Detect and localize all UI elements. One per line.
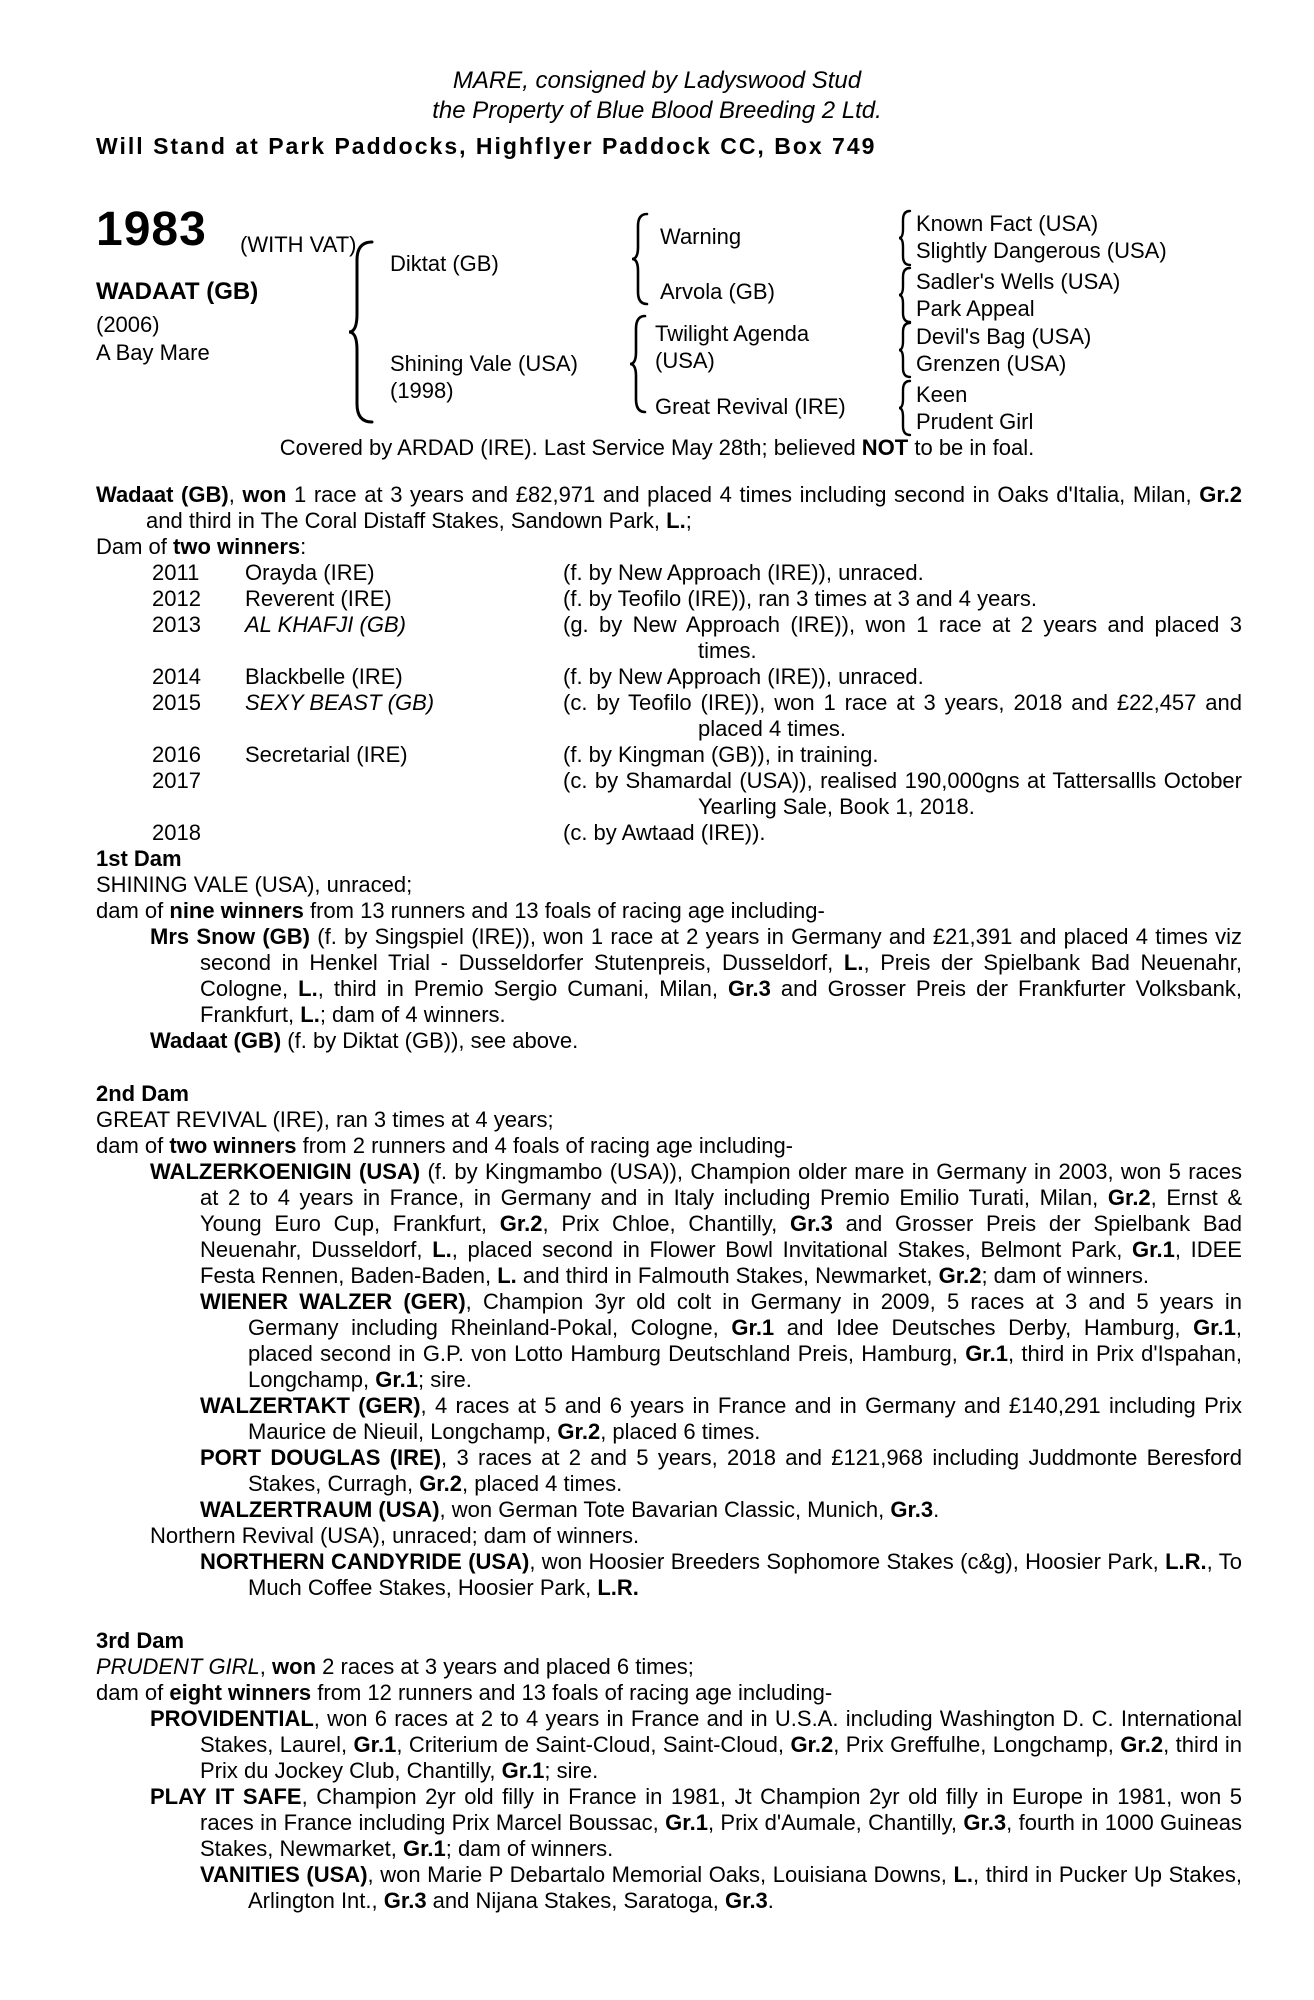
- great-grandparent-name: Known Fact (USA): [916, 211, 1099, 236]
- dam-year: (1998): [390, 378, 454, 403]
- grandparent-name: Great Revival (IRE): [655, 394, 846, 419]
- text-segment: , placed second in G.P. von Lotto Hamburg Deutschland Preis, Hamburg,: [248, 1315, 1242, 1366]
- text-segment: and third in Falmouth Stakes, Newmarket,: [516, 1263, 939, 1288]
- great-grandparent-pair: [916, 323, 1091, 377]
- text-segment: L.: [497, 1263, 517, 1288]
- progeny-year: 2017: [152, 768, 201, 793]
- text-segment: L.R.: [1165, 1549, 1207, 1574]
- grandsire-cell: [655, 320, 809, 374]
- text-segment: , Champion 3yr old colt in Germany in 2009, 5 races at 3 and 5 years in Germany including Rheinland-Pokal, Cologne,: [248, 1289, 1242, 1340]
- text-segment: , third in Premio Sergio Cumani, Milan,: [317, 976, 728, 1001]
- text-segment: Northern Revival (USA), unraced; dam of winners.: [150, 1523, 640, 1548]
- pedigree-paragraph: [96, 1445, 1242, 1497]
- pedigree-paragraph: [96, 1862, 1242, 1914]
- text-segment: ; dam of winners.: [981, 1263, 1149, 1288]
- text-segment: and Grosser Preis der Spielbank Bad Neuenahr, Dusseldorf,: [200, 1211, 1242, 1262]
- pedigree-paragraph: [96, 1159, 1242, 1289]
- text-segment: ;: [685, 508, 692, 533]
- text-segment: VANITIES (USA): [200, 1862, 368, 1887]
- text-segment: , placed second in Flower Bowl Invitational Stakes, Belmont Park,: [451, 1237, 1133, 1262]
- progeny-desc: (g. by New Approach (IRE)), won 1 race at 2 years and placed 3 times.: [563, 612, 1242, 663]
- text-segment: Gr.2: [1120, 1732, 1164, 1757]
- progeny-desc: (c. by Teofilo (IRE)), won 1 race at 3 years, 2018 and £22,457 and placed 4 times.: [563, 690, 1242, 741]
- lot-number: 1983: [96, 203, 207, 256]
- text-segment: dam of: [96, 1680, 170, 1705]
- text-segment: WALZERTAKT (GER): [200, 1393, 421, 1418]
- text-segment: won: [242, 482, 287, 507]
- text-segment: , third in Prix du Jockey Club, Chantilly,: [200, 1732, 1242, 1783]
- text-segment: .: [767, 1888, 774, 1913]
- pedigree-paragraph: [96, 1784, 1242, 1862]
- text-segment: Gr.2: [419, 1471, 462, 1496]
- text-segment: Gr.1: [375, 1367, 419, 1392]
- body-blocks: [96, 482, 1242, 1914]
- text-segment: and Idee Deutsches Derby, Hamburg,: [774, 1315, 1194, 1340]
- progeny-row: [96, 560, 1242, 586]
- great-grandparent-pair: [916, 210, 1167, 264]
- pedigree-paragraph: [96, 898, 1242, 924]
- text-segment: , third in Prix d'Ispahan, Longchamp,: [248, 1341, 1242, 1392]
- dam-section-heading: 3rd Dam: [96, 1628, 185, 1653]
- great-grandparent-pair: [916, 268, 1120, 322]
- grandparent-name-line2: (USA): [655, 348, 715, 373]
- pedigree-paragraph: [96, 1133, 1242, 1159]
- pedigree-paragraph: [96, 482, 1242, 534]
- progeny-year: 2015: [152, 690, 201, 715]
- text-segment: PORT DOUGLAS (IRE): [200, 1445, 442, 1470]
- text-segment: NORTHERN CANDYRIDE (USA): [200, 1549, 530, 1574]
- text-segment: GREAT REVIVAL (IRE), ran 3 times at 4 years;: [96, 1107, 554, 1132]
- text-segment: Gr.2: [557, 1419, 601, 1444]
- progeny-name: Orayda (IRE): [245, 560, 375, 585]
- text-segment: L.R.: [597, 1575, 639, 1600]
- great-grandparent-name: Devil's Bag (USA): [916, 324, 1092, 349]
- text-segment: 2 races at 3 years and placed 6 times;: [316, 1654, 694, 1679]
- text-segment: ; sire.: [418, 1367, 472, 1392]
- progeny-desc: (f. by New Approach (IRE)), unraced.: [563, 560, 924, 585]
- text-segment: , won 6 races at 2 to 4 years in France and in U.S.A. including Washington D. C. International Stakes, Laurel,: [200, 1706, 1242, 1757]
- text-segment: Wadaat (GB): [96, 482, 229, 507]
- dam-section-heading: 1st Dam: [96, 846, 182, 871]
- progeny-year: 2014: [152, 664, 201, 689]
- text-segment: PROVIDENTIAL: [150, 1706, 314, 1731]
- pedigree-brace: [346, 240, 374, 426]
- text-segment: , third in Pucker Up Stakes, Arlington Int.,: [248, 1862, 1243, 1913]
- text-segment: and Grosser Preis der Frankfurter Volksbank, Frankfurt,: [200, 976, 1242, 1027]
- text-segment: , Preis der Spielbank Bad Neuenahr, Cologne,: [200, 950, 1242, 1001]
- pedigree-brace: [897, 379, 912, 437]
- progeny-name: Reverent (IRE): [245, 586, 392, 611]
- text-segment: Gr.2: [790, 1732, 834, 1757]
- sire-name: Diktat (GB): [390, 251, 499, 276]
- color-and-sex: A Bay Mare: [96, 340, 210, 365]
- text-segment: , 3 races at 2 and 5 years, 2018 and £121,968 including Juddmonte Beresford Stakes, Curragh,: [248, 1445, 1242, 1496]
- text-segment: Gr.2: [1199, 482, 1243, 507]
- progeny-row: [96, 742, 1242, 768]
- pedigree-paragraph: [96, 1549, 1242, 1601]
- dam-section-heading: 2nd Dam: [96, 1081, 189, 1106]
- text-segment: , won German Tote Bavarian Classic, Munich,: [439, 1497, 891, 1522]
- sire-cell: [390, 250, 499, 277]
- text-segment: WALZERTRAUM (USA): [200, 1497, 440, 1522]
- consignor-line-2: the Property of Blue Blood Breeding 2 Ltd.: [432, 97, 882, 124]
- grandparent-name: Twilight Agenda: [655, 321, 810, 346]
- text-segment: L.: [298, 976, 318, 1001]
- pedigree-brace: [897, 266, 912, 324]
- horse-name: WADAAT (GB): [96, 278, 259, 305]
- text-segment: ; dam of 4 winners.: [319, 1002, 506, 1027]
- text-segment: two winners: [173, 534, 301, 559]
- pedigree-brace: [897, 209, 912, 267]
- text-segment: Gr.2: [1107, 1185, 1151, 1210]
- consignor-line-1: MARE, consigned by Ladyswood Stud: [452, 67, 862, 94]
- progeny-name: AL KHAFJI (GB): [245, 612, 406, 637]
- text-segment: from 12 runners and 13 foals of racing age including-: [311, 1680, 833, 1705]
- text-segment: Gr.1: [1193, 1315, 1236, 1340]
- text-segment: , Prix d'Aumale, Chantilly,: [707, 1810, 964, 1835]
- progeny-name: SEXY BEAST (GB): [245, 690, 435, 715]
- text-segment: Gr.1: [402, 1836, 446, 1861]
- text-segment: WIENER WALZER (GER): [200, 1289, 466, 1314]
- text-segment: Mrs Snow (GB): [150, 924, 311, 949]
- covered-line: [0, 434, 1314, 461]
- text-segment: SHINING VALE (USA), unraced;: [96, 872, 413, 897]
- progeny-row: [96, 768, 1242, 820]
- text-segment: PRUDENT GIRL: [96, 1654, 260, 1679]
- granddam-cell: [655, 393, 846, 420]
- text-segment: , 4 races at 5 and 6 years in France and in Germany and £140,291 including Prix Maurice de Nieuil, Longchamp,: [248, 1393, 1242, 1444]
- pedigree-paragraph: [96, 1107, 1242, 1133]
- text-segment: L.: [300, 1002, 320, 1027]
- progeny-year: 2016: [152, 742, 201, 767]
- text-segment: , fourth in 1000 Guineas Stakes, Newmarket,: [200, 1810, 1242, 1861]
- text-segment: , won Hoosier Breeders Sophomore Stakes (c&g), Hoosier Park,: [529, 1549, 1166, 1574]
- pedigree-paragraph: [96, 1028, 1242, 1054]
- text-segment: , To Much Coffee Stakes, Hoosier Park,: [248, 1549, 1243, 1600]
- foaling-year: (2006): [96, 312, 160, 337]
- pedigree-paragraph: [96, 1289, 1242, 1393]
- text-segment: dam of: [96, 898, 170, 923]
- text-segment: , Prix Greffulhe, Longchamp,: [833, 1732, 1121, 1757]
- text-segment: Gr.3: [890, 1497, 934, 1522]
- text-segment: Covered by ARDAD (IRE). Last Service May 28th; believed: [279, 435, 862, 460]
- text-segment: L.: [432, 1237, 452, 1262]
- text-segment: Gr.3: [790, 1211, 833, 1236]
- pedigree-paragraph: [96, 1523, 1242, 1549]
- dam-cell: [390, 350, 578, 404]
- text-segment: Wadaat (GB): [150, 1028, 282, 1053]
- text-segment: L.: [953, 1862, 974, 1887]
- text-segment: and third in The Coral Distaff Stakes, Sandown Park,: [146, 508, 667, 533]
- text-segment: ; dam of winners.: [445, 1836, 614, 1861]
- text-segment: Gr.1: [501, 1758, 545, 1783]
- text-segment: ,: [228, 482, 243, 507]
- text-segment: :: [300, 534, 307, 559]
- great-grandparent-name: Park Appeal: [916, 296, 1035, 321]
- progeny-row: [96, 690, 1242, 742]
- text-segment: , placed 4 times.: [462, 1471, 623, 1496]
- text-segment: L.: [666, 508, 686, 533]
- text-segment: Gr.3: [963, 1810, 1007, 1835]
- pedigree-paragraph: [96, 534, 1242, 560]
- text-segment: , Criterium de Saint-Cloud, Saint-Cloud,: [396, 1732, 791, 1757]
- pedigree-brace: [897, 321, 912, 379]
- progeny-name: Secretarial (IRE): [245, 742, 408, 767]
- text-segment: to be in foal.: [908, 435, 1035, 460]
- grandparent-name: Warning: [660, 224, 742, 249]
- text-segment: , Champion 2yr old filly in France in 1981, Jt Champion 2yr old filly in Europe in 1981, won 5 races in France including Prix Marcel Boussac,: [200, 1784, 1242, 1835]
- progeny-desc: (c. by Shamardal (USA)), realised 190,000gns at Tattersallls October Yearling Sale, Book 1, 2018.: [563, 768, 1242, 819]
- text-segment: two winners: [169, 1133, 297, 1158]
- great-grandparent-name: Prudent Girl: [916, 409, 1034, 434]
- text-segment: .: [933, 1497, 940, 1522]
- text-segment: ,: [259, 1654, 273, 1679]
- text-segment: L.: [843, 950, 864, 975]
- great-grandparent-name: Grenzen (USA): [916, 351, 1067, 376]
- pedigree-paragraph: [96, 1497, 1242, 1523]
- text-segment: Gr.1: [665, 1810, 708, 1835]
- pedigree-paragraph: [96, 1706, 1242, 1784]
- progeny-year: 2018: [152, 820, 201, 845]
- great-grandparent-name: Sadler's Wells (USA): [916, 269, 1121, 294]
- pedigree-brace: [628, 314, 648, 414]
- text-segment: Gr.3: [383, 1888, 427, 1913]
- text-segment: ; sire.: [544, 1758, 599, 1783]
- text-segment: Gr.3: [724, 1888, 768, 1913]
- text-segment: Gr.3: [728, 976, 771, 1001]
- progeny-list: [96, 560, 1242, 846]
- progeny-desc: (f. by Teofilo (IRE)), ran 3 times at 3 and 4 years.: [563, 586, 1038, 611]
- progeny-year: 2011: [152, 560, 200, 585]
- progeny-desc: (f. by Kingman (GB)), in training.: [563, 742, 879, 767]
- granddam-cell: [660, 278, 775, 305]
- text-segment: Gr.1: [353, 1732, 397, 1757]
- pedigree-brace: [630, 212, 650, 306]
- text-segment: and Nijana Stakes, Saratoga,: [426, 1888, 725, 1913]
- dam-name: Shining Vale (USA): [390, 351, 578, 376]
- pedigree-paragraph: [96, 872, 1242, 898]
- progeny-row: [96, 820, 1242, 846]
- progeny-desc: (f. by New Approach (IRE)), unraced.: [563, 664, 924, 689]
- text-segment: eight winners: [169, 1680, 312, 1705]
- progeny-year: 2012: [152, 586, 201, 611]
- text-segment: Gr.1: [1132, 1237, 1175, 1262]
- text-segment: Dam of: [96, 534, 174, 559]
- text-segment: (f. by Diktat (GB)), see above.: [281, 1028, 579, 1053]
- text-segment: dam of: [96, 1133, 170, 1158]
- text-segment: PLAY IT SAFE: [150, 1784, 302, 1809]
- progeny-desc: (c. by Awtaad (IRE)).: [563, 820, 766, 845]
- text-segment: (f. by Kingmambo (USA)), Champion older mare in Germany in 2003, won 5 races at 2 to 4 years in France, in Germany and in Italy including Premio Emilio Turati, Milan,: [200, 1159, 1242, 1210]
- text-segment: (f. by Singspiel (IRE)), won 1 race at 2 years in Germany and £21,391 and placed 4 times viz second in Henkel Trial - Dusseldorfer Stutenpreis, Dusseldorf,: [200, 924, 1243, 975]
- text-segment: from 13 runners and 13 foals of racing age including-: [303, 898, 825, 923]
- text-segment: , placed 6 times.: [600, 1419, 761, 1444]
- grandsire-cell: [660, 223, 741, 250]
- text-segment: , Ernst & Young Euro Cup, Frankfurt,: [200, 1185, 1243, 1236]
- text-segment: Gr.2: [938, 1263, 982, 1288]
- text-segment: Gr.1: [731, 1315, 775, 1340]
- text-segment: , Prix Chloe, Chantilly,: [542, 1211, 790, 1236]
- vat-note: (WITH VAT): [240, 232, 357, 257]
- stand-location-line: Will Stand at Park Paddocks, Highflyer Paddock CC, Box 749: [96, 133, 877, 159]
- pedigree-table: [0, 160, 1314, 432]
- pedigree-paragraph: [96, 1393, 1242, 1445]
- progeny-year: 2013: [152, 612, 201, 637]
- text-segment: from 2 runners and 4 foals of racing age including-: [296, 1133, 794, 1158]
- text-segment: nine winners: [169, 898, 304, 923]
- text-segment: WALZERKOENIGIN (USA): [150, 1159, 421, 1184]
- text-segment: Gr.1: [965, 1341, 1008, 1366]
- pedigree-paragraph: [96, 1654, 1242, 1680]
- pedigree-paragraph: [96, 924, 1242, 1028]
- text-segment: , IDEE Festa Rennen, Baden-Baden,: [200, 1237, 1242, 1288]
- great-grandparent-pair: [916, 381, 1033, 435]
- progeny-row: [96, 612, 1242, 664]
- progeny-name: Blackbelle (IRE): [245, 664, 403, 689]
- text-segment: Gr.2: [499, 1211, 543, 1236]
- page-header: [0, 0, 1314, 160]
- text-segment: won: [272, 1654, 317, 1679]
- text-segment: NOT: [861, 435, 909, 460]
- great-grandparent-name: Slightly Dangerous (USA): [916, 238, 1167, 263]
- progeny-row: [96, 586, 1242, 612]
- text-segment: 1 race at 3 years and £82,971 and placed 4 times including second in Oaks d'Italia, Milan,: [286, 482, 1200, 507]
- progeny-row: [96, 664, 1242, 690]
- great-grandparent-name: Keen: [916, 382, 968, 407]
- grandparent-name: Arvola (GB): [660, 279, 775, 304]
- text-segment: , won Marie P Debartalo Memorial Oaks, Louisiana Downs,: [367, 1862, 954, 1887]
- pedigree-paragraph: [96, 1680, 1242, 1706]
